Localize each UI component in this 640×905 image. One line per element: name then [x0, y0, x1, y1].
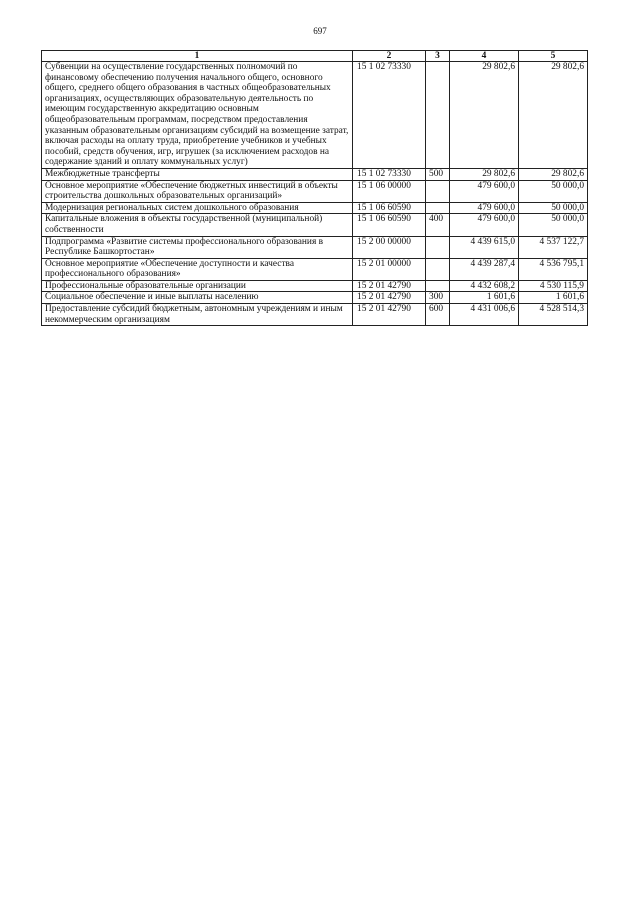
table-header: [42, 51, 588, 62]
row-name: Субвенции на осуществление государственных полномочий по финансовому обеспечению получения начального общего, основного общего, среднего общего образования в частных общеобразовательных организациях, осуществляющих образовательную деятельность по имеющим государственную аккредитацию основным общеобразовательным программам, посредством предоставления указанным образовательным организациям субсидий на возмещение затрат, включая расходы на оплату труда, приобретение учебников и учебных пособий, средств обучения, игр, игрушек (за исключением расходов на содержание зданий и оплату коммунальных услуг): [42, 62, 353, 169]
table-row: [42, 292, 588, 304]
row-sum-col4: 4 431 006,6: [450, 304, 519, 326]
row-sum-col5: 4 537 122,7: [519, 236, 588, 258]
row-code: 15 1 02 73330: [353, 168, 426, 180]
row-expense-type: 600: [426, 304, 450, 326]
row-code: 15 2 00 00000: [353, 236, 426, 258]
row-code: 15 2 01 00000: [353, 258, 426, 280]
row-sum-col4: 479 600,0: [450, 180, 519, 202]
row-name: Межбюджетные трансферты: [42, 168, 353, 180]
row-code: 15 1 06 60590: [353, 202, 426, 214]
row-expense-type: [426, 202, 450, 214]
row-name: Социальное обеспечение и иные выплаты населению: [42, 292, 353, 304]
header-row: [42, 51, 588, 62]
row-sum-col5: 50 000,0: [519, 180, 588, 202]
row-sum-col5: 4 536 795,1: [519, 258, 588, 280]
row-name: Капитальные вложения в объекты государственной (муниципальной) собственности: [42, 214, 353, 236]
row-expense-type: 300: [426, 292, 450, 304]
header-col-4: 4: [450, 51, 519, 62]
row-code: 15 1 06 60590: [353, 214, 426, 236]
row-sum-col5: 4 530 115,9: [519, 280, 588, 292]
header-col-5: 5: [519, 51, 588, 62]
row-name: Модернизация региональных систем дошкольного образования: [42, 202, 353, 214]
row-expense-type: [426, 258, 450, 280]
row-sum-col4: 29 802,6: [450, 168, 519, 180]
table-row: [42, 236, 588, 258]
row-expense-type: [426, 280, 450, 292]
row-code: 15 2 01 42790: [353, 280, 426, 292]
row-sum-col5: 50 000,0: [519, 214, 588, 236]
row-sum-col5: 1 601,6: [519, 292, 588, 304]
header-col-1: 1: [42, 51, 353, 62]
row-sum-col5: 29 802,6: [519, 168, 588, 180]
table-row: [42, 280, 588, 292]
header-col-2: 2: [353, 51, 426, 62]
row-sum-col5: 4 528 514,3: [519, 304, 588, 326]
table-row: [42, 168, 588, 180]
table-row: [42, 258, 588, 280]
table-body: [42, 62, 588, 326]
table-row: [42, 180, 588, 202]
row-expense-type: [426, 62, 450, 169]
row-code: 15 1 02 73330: [353, 62, 426, 169]
page-number: 697: [313, 26, 327, 36]
row-sum-col4: 4 439 287,4: [450, 258, 519, 280]
row-code: 15 2 01 42790: [353, 292, 426, 304]
row-expense-type: [426, 180, 450, 202]
row-sum-col5: 29 802,6: [519, 62, 588, 169]
row-sum-col4: 4 439 615,0: [450, 236, 519, 258]
table-row: [42, 62, 588, 169]
row-expense-type: 400: [426, 214, 450, 236]
row-sum-col4: 479 600,0: [450, 202, 519, 214]
row-sum-col4: 1 601,6: [450, 292, 519, 304]
row-name: Основное мероприятие «Обеспечение бюджетных инвестиций в объекты строительства дошкольных образовательных организаций»: [42, 180, 353, 202]
row-name: Подпрограмма «Развитие системы профессионального образования в Республике Башкортостан»: [42, 236, 353, 258]
row-sum-col4: 479 600,0: [450, 214, 519, 236]
row-sum-col4: 29 802,6: [450, 62, 519, 169]
row-sum-col4: 4 432 608,2: [450, 280, 519, 292]
row-expense-type: [426, 236, 450, 258]
table-row: [42, 202, 588, 214]
row-name: Профессиональные образовательные организации: [42, 280, 353, 292]
table-row: [42, 214, 588, 236]
row-code: 15 1 06 00000: [353, 180, 426, 202]
budget-table: [41, 50, 588, 326]
row-sum-col5: 50 000,0: [519, 202, 588, 214]
row-expense-type: 500: [426, 168, 450, 180]
row-name: Предоставление субсидий бюджетным, автономным учреждениям и иным некоммерческим организациям: [42, 304, 353, 326]
row-code: 15 2 01 42790: [353, 304, 426, 326]
header-col-3: 3: [426, 51, 450, 62]
row-name: Основное мероприятие «Обеспечение доступности и качества профессионального образования»: [42, 258, 353, 280]
table-row: [42, 304, 588, 326]
